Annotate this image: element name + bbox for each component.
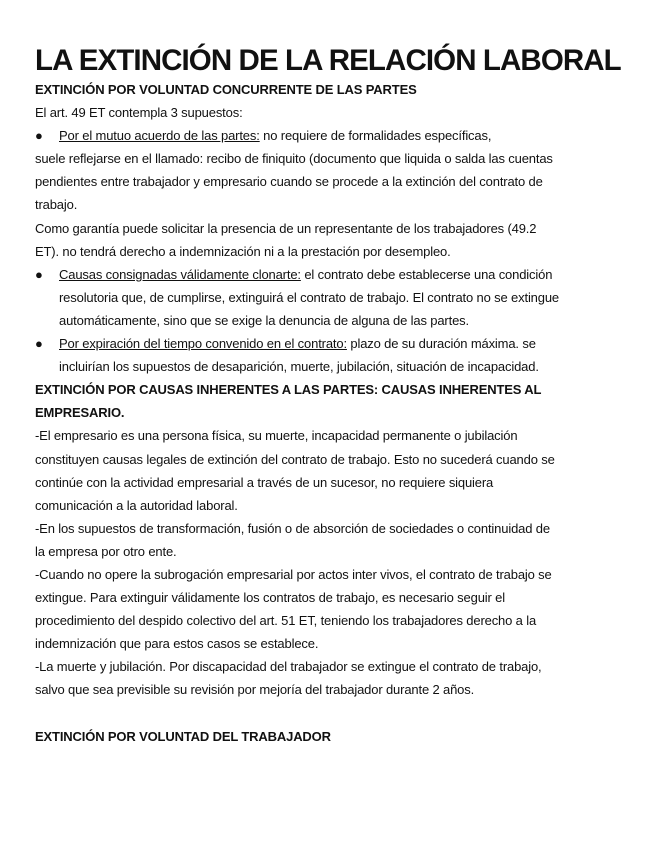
paragraph-line: -Cuando no opere la subrogación empresarial por actos inter vivos, el contrato de trabajo se: [35, 566, 552, 582]
paragraph-line: salvo que sea previsible su revisión por mejoría del trabajador durante 2 años.: [35, 682, 475, 698]
paragraph-line: -El empresario es una persona física, su muerte, incapacidad permanente o jubilación: [35, 428, 518, 444]
paragraph-line: la empresa por otro ente.: [35, 543, 177, 559]
blank-line: [35, 702, 625, 725]
bullet-text: no requiere de formalidades específicas,: [259, 128, 492, 144]
paragraph-line: resolutoria que, de cumplirse, extinguirá el contrato de trabajo. El contrato no se extingue: [59, 289, 559, 305]
bullet-text: el contrato debe establecerse una condición: [300, 266, 553, 282]
bullet-label: Causas consignadas válidamente clonarte:: [59, 266, 301, 282]
bullet-item-causas-consignadas: [35, 263, 625, 286]
paragraph-line: comunicación a la autoridad laboral.: [35, 497, 238, 513]
bullet-text: plazo de su duración máxima. se: [346, 336, 536, 352]
paragraph-line: ET). no tendrá derecho a indemnización ni a la prestación por desempleo.: [35, 243, 451, 259]
bullet-item-mutuo-acuerdo: [35, 124, 625, 147]
paragraph-line: constituyen causas legales de extinción del contrato de trabajo. Esto no sucederá cuando se: [35, 451, 555, 467]
document-page: [35, 44, 625, 748]
paragraph-line: extingue. Para extinguir válidamente los contratos de trabajo, es necesario seguir el: [35, 590, 505, 606]
paragraph-line: Como garantía puede solicitar la presencia de un representante de los trabajadores (49.2: [35, 220, 537, 236]
paragraph-line: continúe con la actividad empresarial a través de un sucesor, no requiere siquiera: [35, 474, 494, 490]
bullet-label: Por el mutuo acuerdo de las partes:: [59, 128, 260, 144]
bullet-icon: ●: [35, 266, 43, 282]
section-heading-causas-inherentes-cont: EMPRESARIO.: [35, 405, 125, 421]
page-title: LA EXTINCIÓN DE LA RELACIÓN LABORAL: [35, 44, 621, 77]
paragraph-line: procedimiento del despido colectivo del art. 51 ET, teniendo los trabajadores derecho a la: [35, 613, 537, 629]
intro-paragraph: El art. 49 ET contempla 3 supuestos:: [35, 105, 243, 121]
paragraph-line: indemnización que para estos casos se establece.: [35, 636, 319, 652]
paragraph-line: suele reflejarse en el llamado: recibo de finiquito (documento que liquida o salda las cuentas: [35, 151, 553, 167]
paragraph-line: pendientes entre trabajador y empresario cuando se procede a la extinción del contrato de: [35, 174, 543, 190]
paragraph-line: incluirían los supuestos de desaparición, muerte, jubilación, situación de incapacidad.: [59, 359, 539, 375]
paragraph-line: -En los supuestos de transformación, fusión o de absorción de sociedades o continuidad de: [35, 520, 550, 536]
bullet-icon: ●: [35, 128, 43, 144]
paragraph-line: trabajo.: [35, 197, 78, 213]
bullet-icon: ●: [35, 336, 43, 352]
section-heading-voluntad-trabajador: EXTINCIÓN POR VOLUNTAD DEL TRABAJADOR: [35, 728, 331, 744]
paragraph-line: automáticamente, sino que se exige la denuncia de alguna de las partes.: [59, 312, 469, 328]
paragraph-line: -La muerte y jubilación. Por discapacidad del trabajador se extingue el contrato de trabajo,: [35, 659, 542, 675]
section-heading-voluntad-concurrente: EXTINCIÓN POR VOLUNTAD CONCURRENTE DE LAS PARTES: [35, 82, 417, 97]
bullet-label: Por expiración del tiempo convenido en el contrato:: [59, 336, 347, 352]
section-heading-causas-inherentes: EXTINCIÓN POR CAUSAS INHERENTES A LAS PARTES: CAUSAS INHERENTES AL: [35, 382, 542, 398]
bullet-item-expiracion-tiempo: [35, 332, 625, 355]
